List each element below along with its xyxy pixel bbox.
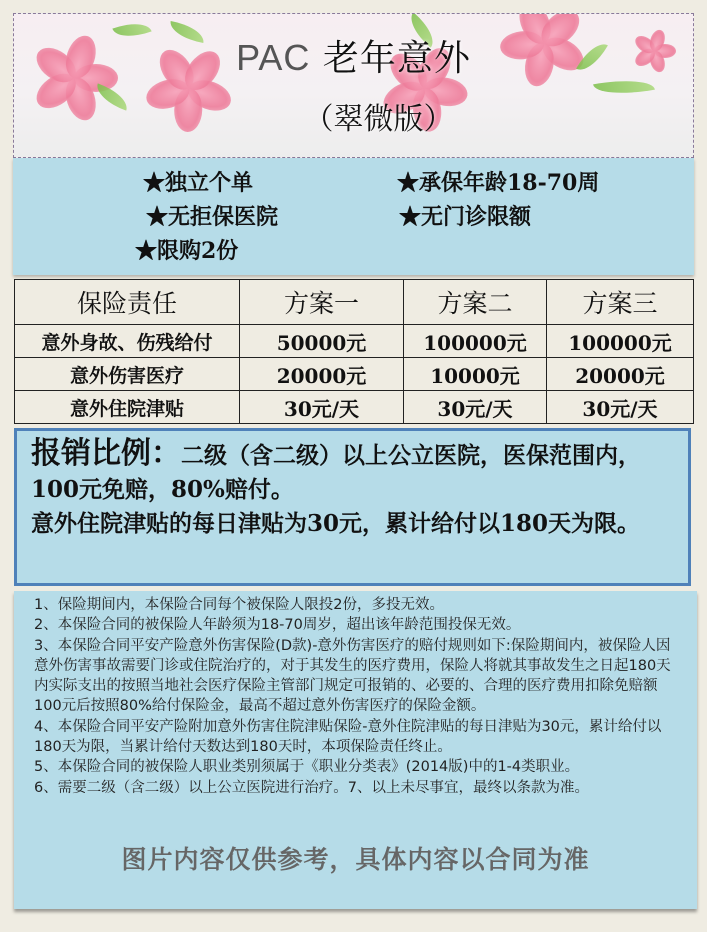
header-coverage: 保险责任 bbox=[15, 280, 240, 325]
reimbursement-text: 二级（含二级）以上公立医院，医保范围内，100元免赔，80%赔付。 bbox=[31, 442, 641, 503]
allowance-text: 意外住院津贴的每日津贴为30元，累计给付以180天为限。 bbox=[31, 510, 641, 537]
plan1-value: 50000元 bbox=[240, 325, 404, 358]
disclaimer-text: 图片内容仅供参考，具体内容以合同为准 bbox=[121, 845, 590, 874]
plan3-value: 100000元 bbox=[547, 325, 694, 358]
reimbursement-panel bbox=[14, 428, 691, 586]
header-plan2: 方案二 bbox=[404, 280, 547, 325]
plan1-value: 20000元 bbox=[240, 358, 404, 391]
term-item: 6、需要二级（含二级）以上公立医院进行治疗。7、以上未尽事宜，最终以条款为准。 bbox=[34, 779, 589, 796]
term-item: 5、本保险合同的被保险人职业类别须属于《职业分类表》(2014版)中的1-4类职业。 bbox=[34, 759, 580, 776]
header-banner bbox=[13, 13, 694, 158]
reimbursement-label: 报销比例： bbox=[31, 436, 181, 471]
plan3-value: 20000元 bbox=[547, 358, 694, 391]
coverage-name: 意外住院津贴 bbox=[15, 391, 240, 424]
feature-item: ★无门诊限额 bbox=[399, 204, 532, 230]
feature-item: ★承保年龄18-70周 bbox=[397, 170, 600, 196]
table-header-row bbox=[15, 280, 694, 325]
features-panel bbox=[13, 158, 694, 275]
feature-item: ★限购2份 bbox=[135, 238, 239, 264]
header-plan3: 方案三 bbox=[547, 280, 694, 325]
term-item: 4、本保险合同平安产险附加意外伤害住院津贴保险-意外住院津贴的每日津贴为30元，累计给付以180天为限，当累计给付天数达到180天时，本项保险责任终止。 bbox=[34, 718, 662, 756]
page-subtitle: （翠微版） bbox=[303, 102, 454, 137]
coverage-table bbox=[14, 279, 694, 424]
coverage-name: 意外伤害医疗 bbox=[15, 358, 240, 391]
feature-item: ★独立个单 bbox=[143, 170, 254, 196]
feature-item: ★无拒保医院 bbox=[146, 204, 279, 230]
title-brand: PAC bbox=[236, 37, 311, 78]
table-row bbox=[15, 325, 694, 358]
term-item: 1、保险期间内，本保险合同每个被保险人限投2份，多投无效。 bbox=[34, 597, 444, 613]
plan3-value: 30元/天 bbox=[547, 391, 694, 424]
plan2-value: 100000元 bbox=[404, 325, 547, 358]
plan1-value: 30元/天 bbox=[240, 391, 404, 424]
title-product: 老年意外 bbox=[322, 38, 471, 79]
plan2-value: 30元/天 bbox=[404, 391, 547, 424]
term-item: 2、本保险合同的被保险人年龄须为18-70周岁，超出该年龄范围投保无效。 bbox=[34, 617, 521, 634]
term-item: 3、本保险合同平安产险意外伤害保险(D款)-意外伤害医疗的赔付规则如下:保险期间内，被保险人因意外伤害事故需要门诊或住院治疗的，对于其发生的医疗费用，保险人将就其事故发生之日起180天内实际支出的按照当地社会医疗保险主管部门规定可报销的、必要的、合理的医疗费用扣除免赔额100元后按照80%给付保险金，最高不超过意外伤害医疗的保险金额。 bbox=[34, 637, 671, 715]
terms-panel bbox=[14, 591, 697, 909]
page-title bbox=[14, 36, 693, 81]
coverage-name: 意外身故、伤残给付 bbox=[15, 325, 240, 358]
plan2-value: 10000元 bbox=[404, 358, 547, 391]
header-plan1: 方案一 bbox=[240, 280, 404, 325]
table-row bbox=[15, 358, 694, 391]
table-row bbox=[15, 391, 694, 424]
